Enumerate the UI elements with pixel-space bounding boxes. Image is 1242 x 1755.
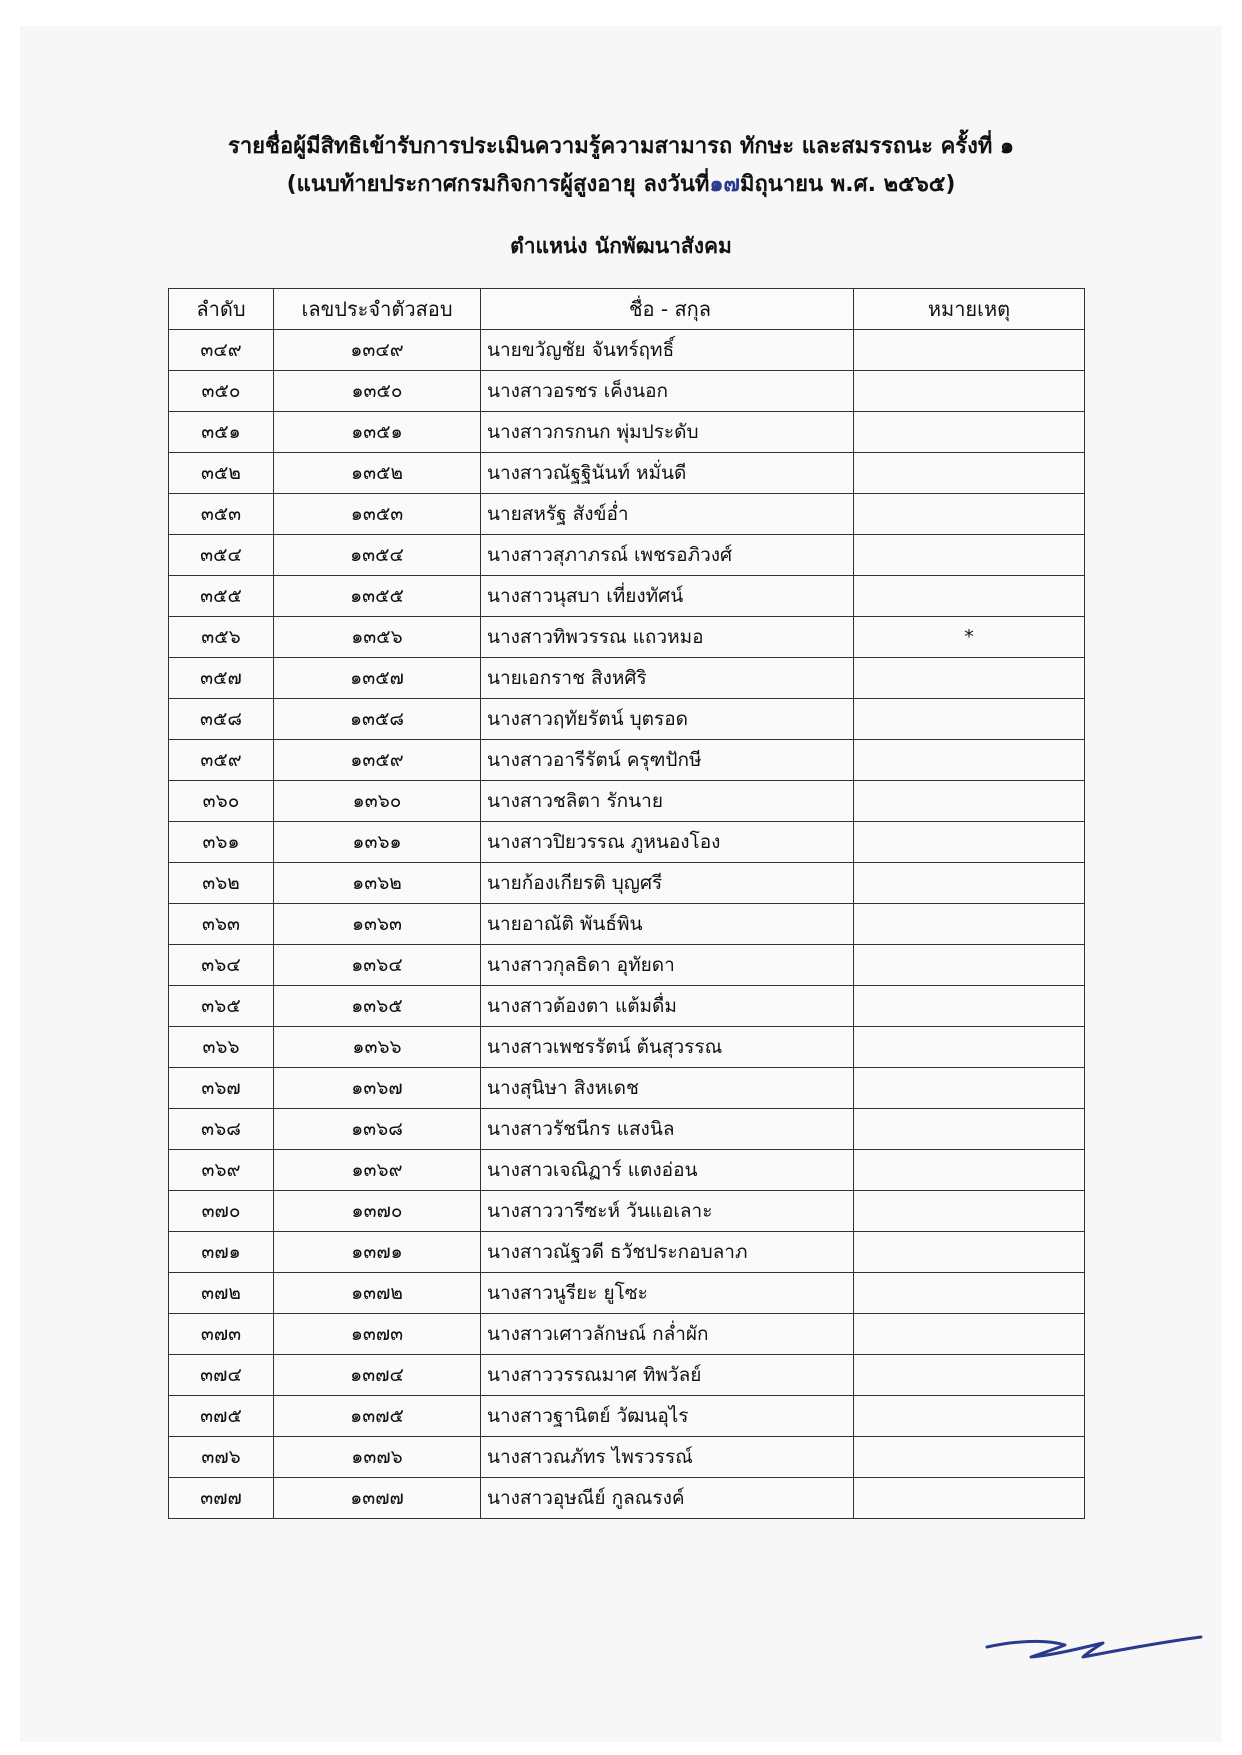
seq-cell: ๓๕๘	[169, 699, 274, 740]
exam-id-cell: ๑๓๕๐	[274, 371, 481, 412]
table-row	[169, 945, 1085, 986]
exam-id-cell: ๑๓๖๔	[274, 945, 481, 986]
seq-cell: ๓๗๐	[169, 1191, 274, 1232]
table-row	[169, 576, 1085, 617]
name-cell: นายสหรัฐ สังข์อ่ำ	[481, 494, 854, 535]
exam-id-cell: ๑๓๕๖	[274, 617, 481, 658]
name-cell: นางสาววารีซะห์ วันแอเลาะ	[481, 1191, 854, 1232]
table-row	[169, 1191, 1085, 1232]
seq-cell: ๓๖๔	[169, 945, 274, 986]
note-cell	[854, 904, 1085, 945]
note-cell	[854, 371, 1085, 412]
table-row	[169, 1273, 1085, 1314]
seq-cell: ๓๗๑	[169, 1232, 274, 1273]
seq-cell: ๓๖๙	[169, 1150, 274, 1191]
exam-id-cell: ๑๓๕๑	[274, 412, 481, 453]
handwritten-day: ๑๗	[709, 172, 740, 197]
table-row	[169, 1314, 1085, 1355]
seq-cell: ๓๖๒	[169, 863, 274, 904]
exam-id-cell: ๑๓๔๙	[274, 330, 481, 371]
name-cell: นางสาวเจณิฏาร์ แตงอ่อน	[481, 1150, 854, 1191]
note-cell	[854, 1396, 1085, 1437]
note-cell	[854, 699, 1085, 740]
exam-id-cell: ๑๓๖๘	[274, 1109, 481, 1150]
name-cell: นางสาวณัฐวดี ธวัชประกอบลาภ	[481, 1232, 854, 1273]
note-cell	[854, 535, 1085, 576]
name-cell: นายก้องเกียรติ บุญศรี	[481, 863, 854, 904]
note-cell	[854, 1109, 1085, 1150]
exam-id-cell: ๑๓๖๕	[274, 986, 481, 1027]
seq-cell: ๓๖๘	[169, 1109, 274, 1150]
exam-id-cell: ๑๓๖๐	[274, 781, 481, 822]
note-cell	[854, 781, 1085, 822]
exam-id-cell: ๑๓๕๒	[274, 453, 481, 494]
seq-cell: ๓๗๔	[169, 1355, 274, 1396]
name-cell: นางสาวเศาวลักษณ์ กล่ำผัก	[481, 1314, 854, 1355]
name-cell: นางสาวนุสบา เที่ยงทัศน์	[481, 576, 854, 617]
note-cell	[854, 1191, 1085, 1232]
table-row	[169, 371, 1085, 412]
note-cell	[854, 576, 1085, 617]
exam-id-cell: ๑๓๕๗	[274, 658, 481, 699]
exam-id-cell: ๑๓๗๔	[274, 1355, 481, 1396]
seq-cell: ๓๗๖	[169, 1437, 274, 1478]
exam-id-cell: ๑๓๖๓	[274, 904, 481, 945]
exam-id-cell: ๑๓๕๓	[274, 494, 481, 535]
announcement-prefix: (แนบท้ายประกาศกรมกิจการผู้สูงอายุ ลงวันที่	[286, 172, 710, 197]
exam-id-cell: ๑๓๖๗	[274, 1068, 481, 1109]
note-cell	[854, 1068, 1085, 1109]
exam-id-cell: ๑๓๗๑	[274, 1232, 481, 1273]
exam-id-cell: ๑๓๗๒	[274, 1273, 481, 1314]
table-row	[169, 1396, 1085, 1437]
seq-cell: ๓๗๒	[169, 1273, 274, 1314]
name-cell: นางสาวรัชนีกร แสงนิล	[481, 1109, 854, 1150]
note-cell	[854, 1478, 1085, 1519]
name-cell: นางสาวกุลธิดา อุทัยดา	[481, 945, 854, 986]
announcement-suffix: มิถุนายน พ.ศ. ๒๕๖๕)	[739, 172, 956, 197]
seq-cell: ๓๕๓	[169, 494, 274, 535]
note-cell	[854, 658, 1085, 699]
exam-id-cell: ๑๓๗๓	[274, 1314, 481, 1355]
name-cell: นางสาวณภัทร ไพรวรรณ์	[481, 1437, 854, 1478]
name-cell: นางสาวทิพวรรณ แถวหมอ	[481, 617, 854, 658]
seq-cell: ๓๖๕	[169, 986, 274, 1027]
document-title: รายชื่อผู้มีสิทธิเข้ารับการประเมินความรู้ความสามารถ ทักษะ และสมรรถนะ ครั้งที่ ๑	[228, 134, 1014, 159]
table-row	[169, 658, 1085, 699]
exam-id-cell: ๑๓๖๒	[274, 863, 481, 904]
exam-id-cell: ๑๓๗๗	[274, 1478, 481, 1519]
table-row	[169, 986, 1085, 1027]
table-row	[169, 740, 1085, 781]
name-cell: นายเอกราช สิงหศิริ	[481, 658, 854, 699]
note-cell	[854, 1355, 1085, 1396]
note-cell	[854, 986, 1085, 1027]
table-row	[169, 1232, 1085, 1273]
seq-cell: ๓๗๕	[169, 1396, 274, 1437]
note-cell	[854, 1150, 1085, 1191]
exam-id-cell: ๑๓๗๖	[274, 1437, 481, 1478]
name-cell: นางสาวอารีรัตน์ ครุฑปักษี	[481, 740, 854, 781]
exam-id-cell: ๑๓๖๙	[274, 1150, 481, 1191]
seq-cell: ๓๗๗	[169, 1478, 274, 1519]
table-body	[169, 330, 1085, 1519]
table-row	[169, 822, 1085, 863]
exam-id-cell: ๑๓๖๑	[274, 822, 481, 863]
name-cell: นางสุนิษา สิงหเดช	[481, 1068, 854, 1109]
name-cell: นางสาวเพชรรัตน์ ต้นสุวรรณ	[481, 1027, 854, 1068]
seq-cell: ๓๖๖	[169, 1027, 274, 1068]
name-cell: นางสาววรรณมาศ ทิพวัลย์	[481, 1355, 854, 1396]
seq-cell: ๓๕๕	[169, 576, 274, 617]
seq-cell: ๓๕๗	[169, 658, 274, 699]
column-header-seq: ลำดับ	[169, 289, 274, 330]
seq-cell: ๓๕๔	[169, 535, 274, 576]
table-row	[169, 412, 1085, 453]
note-cell	[854, 1273, 1085, 1314]
seq-cell: ๓๕๙	[169, 740, 274, 781]
note-cell	[854, 1027, 1085, 1068]
exam-id-cell: ๑๓๕๕	[274, 576, 481, 617]
table-row	[169, 1478, 1085, 1519]
name-cell: นางสาวต้องตา แต้มดื่ม	[481, 986, 854, 1027]
note-cell	[854, 1437, 1085, 1478]
table-row	[169, 494, 1085, 535]
exam-id-cell: ๑๓๖๖	[274, 1027, 481, 1068]
column-header-name: ชื่อ - สกุล	[481, 289, 854, 330]
name-cell: นางสาวกรกนก พุ่มประดับ	[481, 412, 854, 453]
column-header-note: หมายเหตุ	[854, 289, 1085, 330]
exam-id-cell: ๑๓๕๔	[274, 535, 481, 576]
table-row	[169, 1027, 1085, 1068]
seq-cell: ๓๕๖	[169, 617, 274, 658]
note-cell	[854, 945, 1085, 986]
exam-id-cell: ๑๓๕๘	[274, 699, 481, 740]
note-cell	[854, 412, 1085, 453]
note-cell	[854, 494, 1085, 535]
table-row	[169, 781, 1085, 822]
name-cell: นางสาวอุษณีย์ กูลณรงค์	[481, 1478, 854, 1519]
table-row	[169, 330, 1085, 371]
note-cell: *	[854, 617, 1085, 658]
seq-cell: ๓๔๙	[169, 330, 274, 371]
note-cell	[854, 740, 1085, 781]
exam-id-cell: ๑๓๗๕	[274, 1396, 481, 1437]
note-cell	[854, 1314, 1085, 1355]
note-cell	[854, 1232, 1085, 1273]
seq-cell: ๓๖๓	[169, 904, 274, 945]
table-row	[169, 1109, 1085, 1150]
table-row	[169, 1068, 1085, 1109]
table-row	[169, 453, 1085, 494]
table-row	[169, 1150, 1085, 1191]
note-cell	[854, 330, 1085, 371]
name-cell: นางสาวชลิตา รักนาย	[481, 781, 854, 822]
position-title: ตำแหน่ง นักพัฒนาสังคม	[510, 234, 732, 258]
exam-id-cell: ๑๓๕๙	[274, 740, 481, 781]
seq-cell: ๓๖๗	[169, 1068, 274, 1109]
table-row	[169, 699, 1085, 740]
signature-mark	[985, 1625, 1205, 1665]
seq-cell: ๓๖๐	[169, 781, 274, 822]
column-header-exam-id: เลขประจำตัวสอบ	[274, 289, 481, 330]
table-header-row	[169, 289, 1085, 330]
seq-cell: ๓๖๑	[169, 822, 274, 863]
name-cell: นางสาวอรชร เค็งนอก	[481, 371, 854, 412]
table-row	[169, 1437, 1085, 1478]
note-cell	[854, 863, 1085, 904]
name-cell: นางสาวสุภาภรณ์ เพชรอภิวงศ์	[481, 535, 854, 576]
name-cell: นางสาวฤทัยรัตน์ บุตรอด	[481, 699, 854, 740]
table-row	[169, 1355, 1085, 1396]
name-cell: นางสาวปิยวรรณ ภูหนองโอง	[481, 822, 854, 863]
note-cell	[854, 453, 1085, 494]
table-row	[169, 904, 1085, 945]
seq-cell: ๓๗๓	[169, 1314, 274, 1355]
note-cell	[854, 822, 1085, 863]
name-cell: นายขวัญชัย จันทร์ฤทธิ์	[481, 330, 854, 371]
seq-cell: ๓๕๐	[169, 371, 274, 412]
exam-id-cell: ๑๓๗๐	[274, 1191, 481, 1232]
name-cell: นายอาณัติ พันธ์พิน	[481, 904, 854, 945]
table-row	[169, 617, 1085, 658]
table-row	[169, 863, 1085, 904]
name-cell: นางสาวนูรียะ ยูโซะ	[481, 1273, 854, 1314]
candidate-table	[168, 288, 1085, 1519]
seq-cell: ๓๕๒	[169, 453, 274, 494]
table-row	[169, 535, 1085, 576]
announcement-reference	[0, 166, 1242, 201]
seq-cell: ๓๕๑	[169, 412, 274, 453]
name-cell: นางสาวณัฐฐินันท์ หมั่นดี	[481, 453, 854, 494]
name-cell: นางสาวฐานิตย์ วัฒนอุไร	[481, 1396, 854, 1437]
